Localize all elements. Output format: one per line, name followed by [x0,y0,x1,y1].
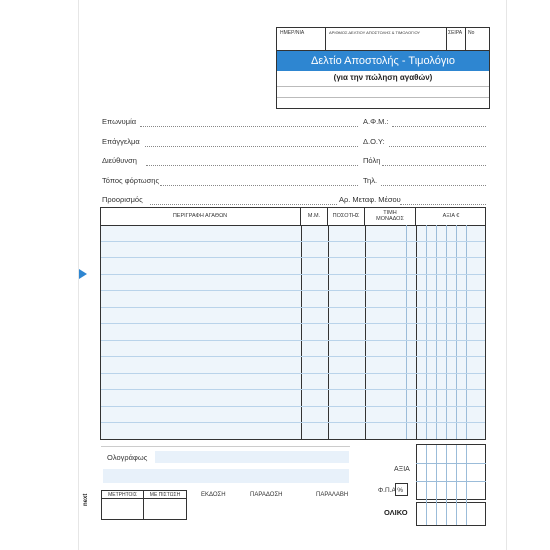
table-row[interactable] [101,257,485,258]
in-words-field-1[interactable] [155,451,349,463]
document-title: Δελτίο Αποστολής - Τιμολόγιο [277,51,489,71]
header-divider-2 [446,27,447,50]
table-row[interactable] [101,389,485,390]
total-label: ΟΛΙΚΟ [384,508,408,517]
value-label: ΑΞΙΑ [394,466,410,473]
vehicle-number-line[interactable] [400,204,486,205]
date-label: ΗΜΕΡ/ΝΙΑ [280,30,305,36]
table-row[interactable] [101,422,485,423]
header-divider-3 [465,27,466,50]
table-row[interactable] [101,323,485,324]
table-row[interactable] [101,406,485,407]
vat-percent-box[interactable] [395,483,408,496]
totals-subdivider-3 [446,445,447,525]
city-line[interactable] [382,165,486,166]
col-unit: Μ.Μ. [301,207,328,225]
table-row[interactable] [101,274,485,275]
header-divider-1 [325,27,326,50]
phone-label: Τηλ. [363,176,378,185]
totals-row-line-1 [416,463,486,464]
vat-number-line[interactable] [392,126,486,127]
doc-number-label: ΑΡΙΘΜΟΣ ΔΕΛΤΙΟΥ ΑΠΟΣΤΟΛΗΣ & ΤΙΜΟΛΟΓΙΟΥ [329,30,421,35]
no-label: Νο [468,30,475,36]
loading-place-line[interactable] [160,185,358,186]
table-row[interactable] [101,356,485,357]
receipt-label: ΠΑΡΑΛΑΒΗ [316,492,349,498]
series-label: ΣΕΙΡΑ [448,30,463,36]
tax-office-line[interactable] [389,146,486,147]
in-words-label: Ολογράφως [107,453,148,462]
vat-number-label: Α.Φ.Μ.: [363,117,389,126]
profession-line[interactable] [145,146,358,147]
header-line-b [277,97,489,98]
totals-row-line-2 [416,481,486,482]
payment-label-line [101,498,187,499]
col-description: ΠΕΡΙΓΡΑΦΗ ΑΓΑΘΩΝ [100,207,301,225]
header-line-a [277,86,489,87]
company-name-label: Επωνυμία [102,117,137,126]
city-label: Πόλη [363,156,381,165]
destination-line[interactable] [150,204,337,205]
company-name-line[interactable] [140,126,358,127]
address-label: Διεύθυνση [102,156,137,165]
destination-label: Προορισμός [102,195,143,204]
vehicle-number-label: Αρ. Μεταφ. Μέσου [339,195,401,204]
table-row[interactable] [101,373,485,374]
phone-line[interactable] [381,185,486,186]
document-subtitle: (για την πώληση αγαθών) [333,73,433,82]
fold-marker-icon [79,269,87,279]
col-quantity: ΠΟΣΟΤΗΣ [328,207,365,225]
vat-label: Φ.Π.Α % [378,487,404,494]
brand-logo: next [83,493,89,506]
col-unit-price: ΤΙΜΗ ΜΟΝΑΔΟΣ [365,207,416,225]
address-line[interactable] [146,165,358,166]
loading-place-label: Τόπος φόρτωσης [102,176,160,185]
table-row[interactable] [101,340,485,341]
profession-label: Επάγγελμα [102,137,140,146]
credit-label: ΜΕ ΠΙΣΤΩΣΗ [149,492,181,498]
totals-subdivider-1 [426,445,427,525]
table-row[interactable] [101,307,485,308]
page-edge-right [506,0,507,550]
totals-subdivider-5 [466,445,467,525]
cash-label: ΜΕΤΡΗΤΟΙΣ [108,492,137,498]
totals-subdivider-2 [436,445,437,525]
delivery-label: ΠΑΡΑΔΟΣΗ [250,492,283,498]
col-value: ΑΞΙΑ € [442,213,460,219]
in-words-field-2[interactable] [103,469,349,483]
issue-label: ΕΚΔΟΣΗ [201,492,226,498]
totals-subdivider-4 [456,445,457,525]
tax-office-label: Δ.Ο.Υ: [363,137,385,146]
table-row[interactable] [101,241,485,242]
table-row[interactable] [101,290,485,291]
